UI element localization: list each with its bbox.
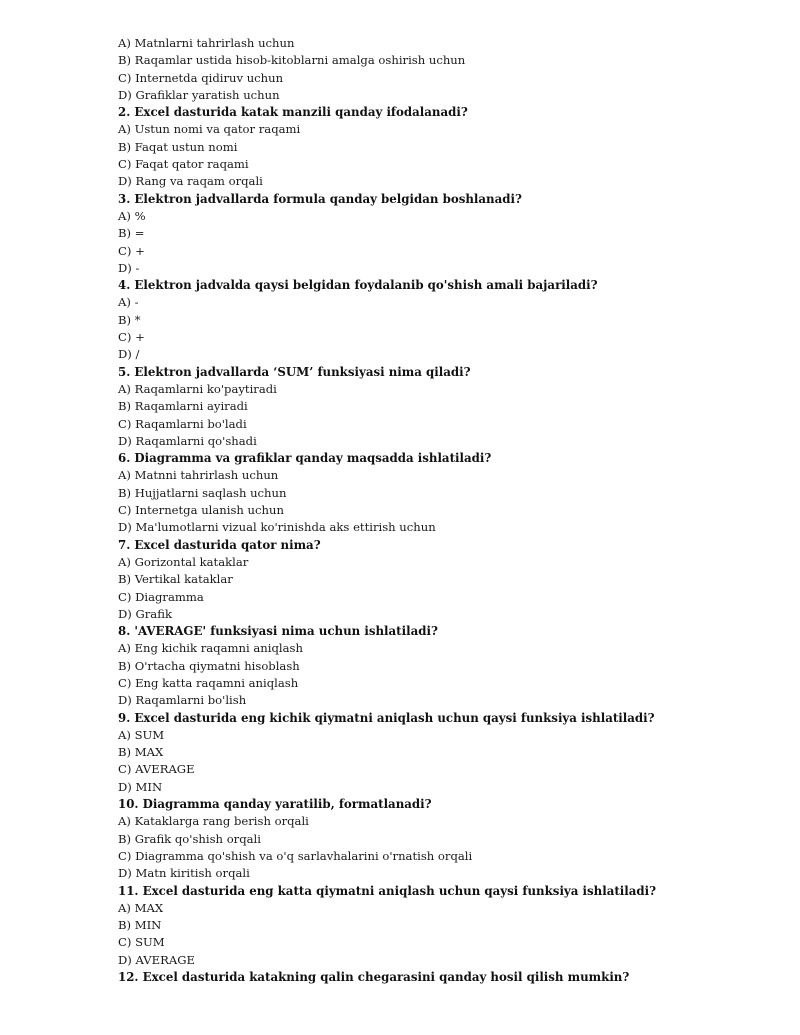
- option-line: C) Raqamlarni bo'ladi: [118, 416, 247, 431]
- option-line: A) -: [118, 295, 139, 310]
- option-line: C) Diagramma qo'shish va o'q sarlavhalarini o'rnatish orqali: [118, 848, 473, 863]
- option-line: A) Eng kichik raqamni aniqlash: [118, 641, 303, 656]
- option-line: B) Grafik qo'shish orqali: [118, 831, 261, 846]
- option-line: A) Matnni tahrirlash uchun: [118, 468, 279, 483]
- question-text: 6. Diagramma va grafiklar qanday maqsadda ishlatiladi?: [118, 451, 492, 466]
- option-line: D) MIN: [118, 779, 163, 794]
- question-text: 8. 'AVERAGE' funksiyasi nima uchun ishlatiladi?: [118, 624, 438, 639]
- question-text: 10. Diagramma qanday yaratilib, formatlanadi?: [118, 797, 432, 812]
- option-line: A) SUM: [118, 727, 165, 742]
- option-line: C) Diagramma: [118, 589, 204, 604]
- option-line: B) Raqamlarni ayiradi: [118, 399, 248, 414]
- option-line: D) Raqamlarni qo'shadi: [118, 433, 257, 448]
- option-line: C) Faqat qator raqami: [118, 157, 249, 172]
- option-line: C) Internetga ulanish uchun: [118, 503, 284, 518]
- option-line: C) AVERAGE: [118, 762, 195, 777]
- option-line: B) Faqat ustun nomi: [118, 139, 238, 154]
- option-line: B) O'rtacha qiymatni hisoblash: [118, 658, 300, 673]
- question-text: 4. Elektron jadvalda qaysi belgidan foydalanib qo'shish amali bajariladi?: [118, 278, 598, 293]
- option-line: A) Kataklarga rang berish orqali: [118, 814, 309, 829]
- option-line: D) -: [118, 260, 140, 275]
- question-text: 11. Excel dasturida eng katta qiymatni aniqlash uchun qaysi funksiya ishlatiladi?: [118, 883, 657, 898]
- option-line: B) =: [118, 226, 145, 241]
- option-line: D) Ma'lumotlarni vizual ko'rinishda aks ettirish uchun: [118, 520, 436, 535]
- document-page: [118, 35, 758, 986]
- option-line: D) Grafiklar yaratish uchun: [118, 87, 280, 102]
- option-line: B) Vertikal kataklar: [118, 572, 233, 587]
- option-line: D) Grafik: [118, 606, 172, 621]
- option-line: D) /: [118, 347, 140, 362]
- option-line: B) MIN: [118, 918, 162, 933]
- option-line: A) Raqamlarni ko'paytiradi: [118, 381, 277, 396]
- option-line: D) Raqamlarni bo'lish: [118, 693, 247, 708]
- option-line: A) %: [118, 208, 146, 223]
- option-line: C) +: [118, 330, 145, 345]
- option-line: B) Raqamlar ustida hisob-kitoblarni amalga oshirish uchun: [118, 53, 466, 68]
- question-text: 9. Excel dasturida eng kichik qiymatni aniqlash uchun qaysi funksiya ishlatiladi?: [118, 710, 655, 725]
- question-text: 7. Excel dasturida qator nima?: [118, 537, 321, 552]
- option-line: C) Internetda qidiruv uchun: [118, 70, 284, 85]
- option-line: C) +: [118, 243, 145, 258]
- question-text: 5. Elektron jadvallarda ‘SUM’ funksiyasi nima qiladi?: [118, 364, 471, 379]
- option-line: A) Gorizontal kataklar: [118, 554, 249, 569]
- option-line: D) Rang va raqam orqali: [118, 174, 263, 189]
- option-line: A) Ustun nomi va qator raqami: [118, 122, 301, 137]
- option-line: D) AVERAGE: [118, 952, 195, 967]
- question-text: 3. Elektron jadvallarda formula qanday belgidan boshlanadi?: [118, 191, 522, 206]
- option-line: C) SUM: [118, 935, 165, 950]
- option-line: B) *: [118, 312, 141, 327]
- option-line: A) Matnlarni tahrirlash uchun: [118, 36, 295, 50]
- question-text: 2. Excel dasturida katak manzili qanday ifodalanadi?: [118, 105, 468, 120]
- option-line: D) Matn kiritish orqali: [118, 866, 250, 881]
- option-line: B) Hujjatlarni saqlash uchun: [118, 485, 287, 500]
- question-text: 12. Excel dasturida katakning qalin chegarasini qanday hosil qilish mumkin?: [118, 970, 630, 985]
- option-line: C) Eng katta raqamni aniqlash: [118, 675, 299, 690]
- option-line: B) MAX: [118, 745, 164, 760]
- option-line: A) MAX: [118, 900, 164, 915]
